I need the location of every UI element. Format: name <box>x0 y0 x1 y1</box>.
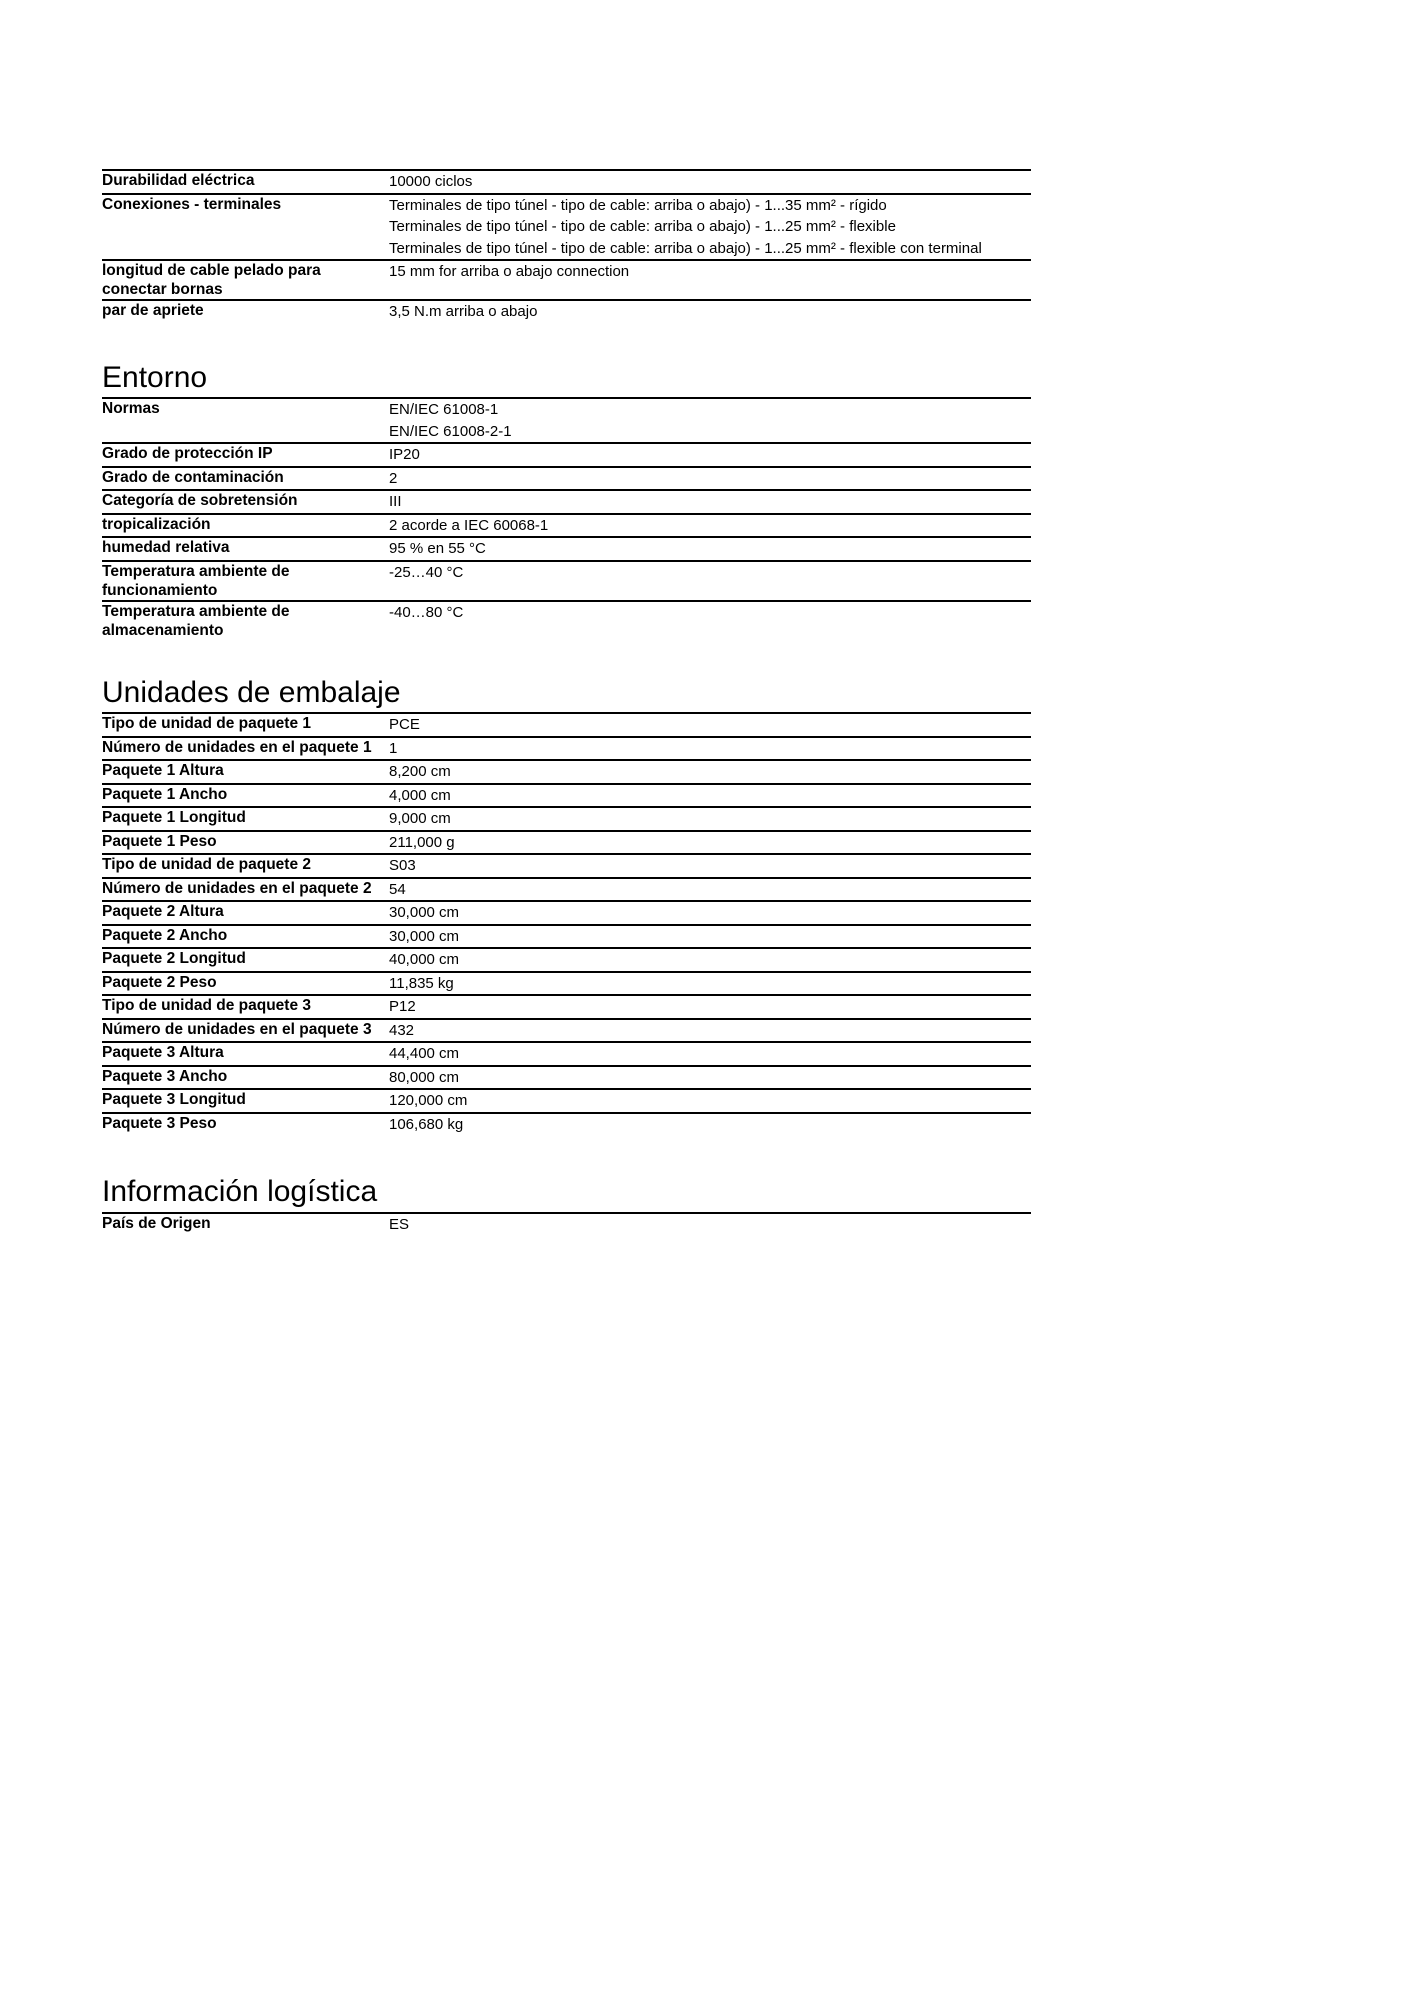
spec-value <box>389 1089 1031 1113</box>
spec-label: tropicalización <box>102 515 211 533</box>
spec-value-line: P12 <box>389 998 416 1015</box>
spec-row <box>102 300 1031 323</box>
spec-value-line: 1 <box>389 739 398 757</box>
spec-value <box>389 398 1031 443</box>
spec-value-line: III <box>389 493 402 510</box>
section-title: Información logística <box>102 1175 378 1208</box>
spec-value-line: ES <box>389 1215 410 1233</box>
spec-label: Grado de protección IP <box>102 445 273 462</box>
spec-label: Temperatura ambiente de funcionamiento <box>102 562 290 599</box>
spec-value <box>389 972 1031 996</box>
spec-value <box>389 514 1031 538</box>
spec-label: longitud de cable pelado para conectar bornas <box>102 262 321 298</box>
spec-value <box>389 1066 1031 1090</box>
spec-row <box>102 1019 1031 1043</box>
spec-row <box>102 784 1031 808</box>
spec-label: Tipo de unidad de paquete 1 <box>102 715 311 732</box>
spec-row <box>102 972 1031 996</box>
spec-value <box>389 854 1031 878</box>
spec-label: Temperatura ambiente de almacenamiento <box>102 602 290 639</box>
spec-row <box>102 561 1031 601</box>
spec-row <box>102 260 1031 300</box>
spec-value-line: 4,000 cm <box>389 786 451 804</box>
spec-value-line: 30,000 cm <box>389 927 460 945</box>
spec-label: Tipo de unidad de paquete 2 <box>102 856 311 873</box>
spec-section <box>102 361 1031 640</box>
spec-value-line: 8,200 cm <box>389 763 451 780</box>
spec-value-line: 30,000 cm <box>389 904 460 921</box>
spec-row <box>102 737 1031 761</box>
spec-row <box>102 854 1031 878</box>
spec-value-line: 3,5 N.m arriba o abajo <box>389 303 538 320</box>
spec-row <box>102 537 1031 561</box>
spec-label: Paquete 2 Longitud <box>102 950 246 967</box>
section-title: Unidades de embalaje <box>102 675 401 709</box>
spec-value-line: 54 <box>389 880 406 898</box>
spec-value <box>389 831 1031 855</box>
spec-row <box>102 467 1031 491</box>
spec-label: Número de unidades en el paquete 3 <box>102 1020 372 1038</box>
spec-section <box>102 169 1031 323</box>
spec-label: Paquete 3 Ancho <box>102 1067 228 1085</box>
spec-value-line: 11,835 kg <box>389 974 454 992</box>
spec-value-line: 2 acorde a IEC 60068-1 <box>389 516 549 534</box>
spec-value-line: 95 % en 55 °C <box>389 540 486 557</box>
spec-row <box>102 713 1031 737</box>
section-title: Entorno <box>102 360 208 394</box>
spec-value <box>389 467 1031 491</box>
spec-row <box>102 925 1031 949</box>
spec-value-line: EN/IEC 61008-2-1 <box>389 422 512 440</box>
spec-label: Paquete 2 Ancho <box>102 926 228 944</box>
spec-row <box>102 194 1031 261</box>
spec-value <box>389 194 1031 261</box>
spec-value-line: 44,400 cm <box>389 1045 460 1062</box>
spec-row <box>102 170 1031 194</box>
spec-document <box>102 133 1031 1235</box>
spec-value <box>389 878 1031 902</box>
spec-value <box>389 1042 1031 1066</box>
spec-value-line: -25…40 °C <box>389 563 464 581</box>
spec-value-line: Terminales de tipo túnel - tipo de cable: arriba o abajo) - 1...25 mm² - flexible <box>389 218 896 235</box>
spec-label: Paquete 2 Peso <box>102 973 217 991</box>
spec-value-line: 9,000 cm <box>389 810 451 827</box>
spec-value <box>389 1019 1031 1043</box>
spec-value-line: S03 <box>389 857 416 874</box>
spec-row <box>102 1113 1031 1136</box>
spec-row <box>102 948 1031 972</box>
spec-value <box>389 948 1031 972</box>
spec-value <box>389 807 1031 831</box>
spec-label: par de apriete <box>102 302 204 319</box>
spec-label: Tipo de unidad de paquete 3 <box>102 997 311 1014</box>
spec-label: Paquete 3 Altura <box>102 1044 224 1061</box>
spec-table <box>102 397 1031 640</box>
spec-label: País de Origen <box>102 1214 211 1232</box>
spec-value-line: Terminales de tipo túnel - tipo de cable: arriba o abajo) - 1...35 mm² - rígido <box>389 196 887 214</box>
spec-value <box>389 537 1031 561</box>
spec-value <box>389 760 1031 784</box>
spec-value <box>389 995 1031 1019</box>
spec-row <box>102 807 1031 831</box>
spec-value-line: -40…80 °C <box>389 603 464 621</box>
spec-row <box>102 760 1031 784</box>
spec-value-line: 15 mm for arriba o abajo connection <box>389 263 630 280</box>
spec-row <box>102 831 1031 855</box>
spec-label: Número de unidades en el paquete 1 <box>102 738 372 756</box>
spec-value-line: 106,680 kg <box>389 1115 464 1133</box>
spec-label: Paquete 1 Peso <box>102 832 217 850</box>
spec-value <box>389 443 1031 467</box>
spec-label: Grado de contaminación <box>102 468 284 486</box>
spec-value <box>389 170 1031 194</box>
spec-label: Paquete 1 Altura <box>102 762 224 779</box>
spec-value <box>389 300 1031 323</box>
spec-value <box>389 260 1031 300</box>
spec-label: Paquete 2 Altura <box>102 903 224 920</box>
spec-value-line: 211,000 g <box>389 833 455 851</box>
spec-value <box>389 1213 1031 1236</box>
spec-value-line: 40,000 cm <box>389 951 460 968</box>
spec-value <box>389 601 1031 640</box>
spec-row <box>102 901 1031 925</box>
spec-value-line: 2 <box>389 469 398 487</box>
spec-row <box>102 1042 1031 1066</box>
spec-value-line: Terminales de tipo túnel - tipo de cable: arriba o abajo) - 1...25 mm² - flexible con terminal <box>389 239 982 257</box>
spec-row <box>102 995 1031 1019</box>
spec-value-line: EN/IEC 61008-1 <box>389 401 499 418</box>
spec-label: Conexiones - terminales <box>102 195 282 213</box>
spec-label: Número de unidades en el paquete 2 <box>102 879 372 897</box>
spec-label: Normas <box>102 400 160 417</box>
spec-value-line: 432 <box>389 1021 415 1039</box>
spec-row <box>102 1213 1031 1236</box>
spec-value-line: 10000 ciclos <box>389 173 473 190</box>
spec-label: humedad relativa <box>102 539 230 556</box>
spec-value-line: 120,000 cm <box>389 1092 468 1109</box>
spec-row <box>102 878 1031 902</box>
spec-table <box>102 712 1031 1135</box>
spec-value-line: PCE <box>389 716 420 733</box>
spec-value-line: 80,000 cm <box>389 1068 460 1086</box>
spec-value <box>389 901 1031 925</box>
spec-row <box>102 398 1031 443</box>
spec-section <box>102 1175 1031 1235</box>
spec-table <box>102 169 1031 323</box>
spec-value <box>389 925 1031 949</box>
spec-section <box>102 676 1031 1136</box>
spec-label: Durabilidad eléctrica <box>102 172 255 189</box>
spec-label: Paquete 1 Ancho <box>102 785 228 803</box>
spec-row <box>102 1089 1031 1113</box>
spec-label: Categoría de sobretensión <box>102 492 298 509</box>
spec-value <box>389 737 1031 761</box>
spec-label: Paquete 3 Longitud <box>102 1091 246 1108</box>
spec-row <box>102 443 1031 467</box>
spec-value <box>389 490 1031 514</box>
spec-row <box>102 1066 1031 1090</box>
spec-row <box>102 490 1031 514</box>
spec-value-line: IP20 <box>389 446 420 463</box>
spec-value <box>389 1113 1031 1136</box>
spec-row <box>102 514 1031 538</box>
spec-row <box>102 601 1031 640</box>
spec-value <box>389 713 1031 737</box>
spec-value <box>389 561 1031 601</box>
spec-label: Paquete 3 Peso <box>102 1114 217 1132</box>
spec-value <box>389 784 1031 808</box>
spec-table <box>102 1212 1031 1236</box>
spec-label: Paquete 1 Longitud <box>102 809 246 826</box>
